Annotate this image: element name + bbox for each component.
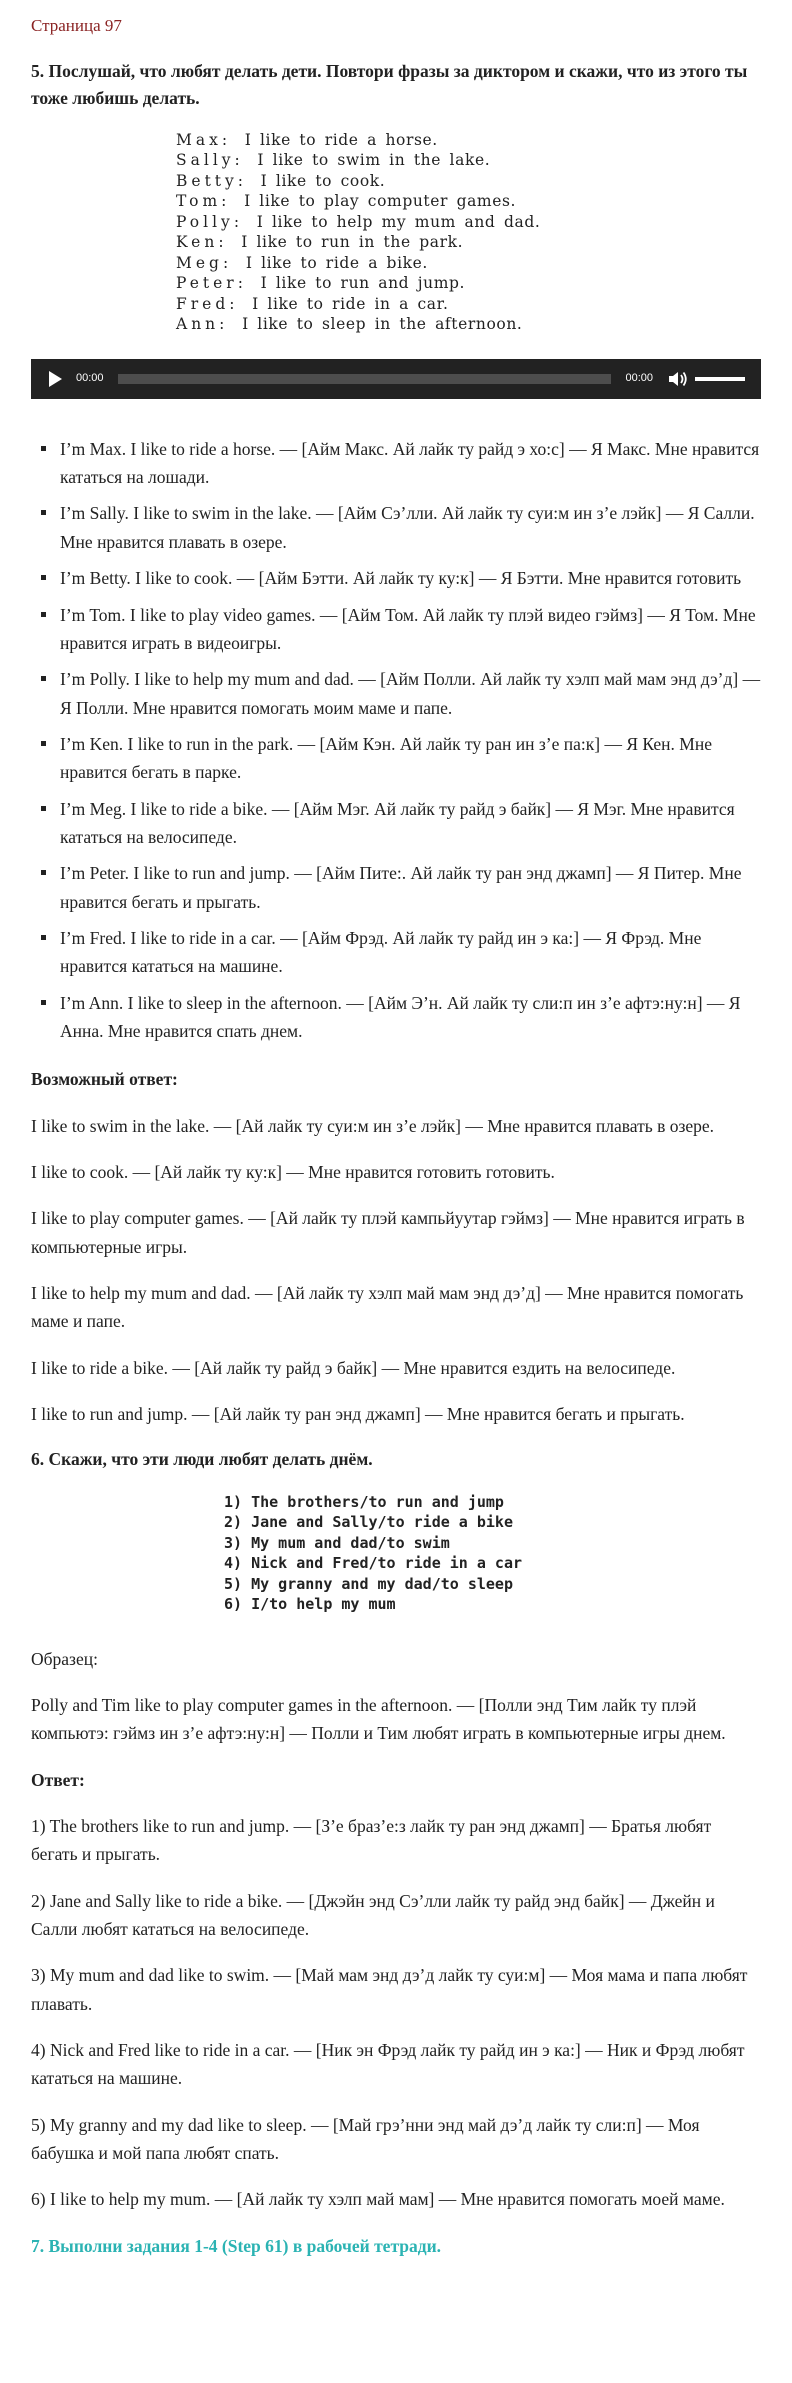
list-item: I’m Tom. I like to play video games. — [Айм Том. Ай лайк ту плэй видео гэймз] — Я Том. Мне нравится играть в видеоигры. — [60, 601, 761, 658]
volume-icon[interactable] — [667, 370, 689, 388]
speaker-phrase: I like to help my mum and dad. — [256, 212, 541, 231]
speaker-phrase: I like to sleep in the afternoon. — [242, 315, 523, 334]
list-item: I’m Peter. I like to run and jump. — [Айм Пите:. Ай лайк ту ран энд джамп] — Я Питер. Мне нравится бегать и прыгать. — [60, 859, 761, 916]
task-line: Ann: I like to sleep in the afternoon. — [176, 315, 523, 334]
translations-list — [31, 435, 761, 1046]
list-item: I’m Ann. I like to sleep in the afternoon. — [Айм Э’н. Ай лайк ту сли:п ин з’е афтэ:ну:н] — Я Анна. Мне нравится спать днем. — [60, 989, 761, 1046]
volume-slider[interactable] — [695, 377, 745, 381]
exercise-5-task-image — [176, 130, 761, 335]
answer-paragraph: I like to play computer games. — [Ай лайк ту плэй кампьйуутар гэймз] — Мне нравится играть в компьютерные игры. — [31, 1208, 745, 1257]
task-line: Tom: I like to play computer games. — [176, 192, 517, 211]
speaker-phrase: I like to ride a horse. — [244, 130, 438, 149]
spacer — [31, 1615, 761, 1645]
list-item: I’m Betty. I like to cook. — [Айм Бэтти. Ай лайк ту ку:к] — Я Бэтти. Мне нравится готовить — [60, 564, 761, 592]
possible-answer-heading: Возможный ответ: — [31, 1069, 178, 1090]
exercise-5-heading: 5. Послушай, что любят делать дети. Повтори фразы за диктором и скажи, что из этого ты тоже любишь делать. — [31, 60, 748, 108]
task-line: 6) I/to help my mum — [224, 1595, 396, 1614]
answer-paragraph: 3) My mum and dad like to swim. — [Май мам энд дэ’д лайк ту суи:м] — Моя мама и папа любят плавать. — [31, 1965, 748, 2014]
current-time: 00:00 — [76, 371, 104, 384]
answer-heading: Ответ: — [31, 1769, 85, 1790]
task-line: Ken: I like to run in the park. — [176, 233, 464, 252]
answer-paragraph: I like to ride a bike. — [Ай лайк ту райд э байк] — Мне нравится ездить на велосипеде. — [31, 1357, 676, 1378]
answer-paragraph: 1) The brothers like to run and jump. — [З’е браз’е:з лайк ту ран энд джамп] — Братья любят бегать и прыгать. — [31, 1815, 712, 1865]
task-line: Meg: I like to ride a bike. — [176, 253, 428, 272]
list-item: I’m Meg. I like to ride a bike. — [Айм Мэг. Ай лайк ту райд э байк] — Я Мэг. Мне нравится кататься на велосипеде. — [60, 795, 761, 852]
speaker-phrase: I like to play computer games. — [244, 192, 517, 211]
speaker-name: Ann — [176, 315, 220, 334]
speaker-name: Polly — [176, 212, 234, 231]
answer-paragraph: I like to cook. — [Ай лайк ту ку:к] — Мне нравится готовить готовить. — [31, 1162, 555, 1182]
speaker-phrase: I like to run and jump. — [260, 274, 466, 293]
speaker-name: Max — [176, 130, 222, 149]
task-line: Sally: I like to swim in the lake. — [176, 151, 491, 170]
list-item: I’m Polly. I like to help my mum and dad. — [Айм Полли. Ай лайк ту хэлп май мам энд дэ’д] — Я Полли. Мне нравится помогать моим маме и папе. — [60, 665, 761, 722]
task-line: 2) Jane and Sally/to ride a bike — [224, 1513, 513, 1532]
answer-paragraph: I like to help my mum and dad. — [Ай лайк ту хэлп май мам энд дэ’д] — Мне нравится помогать маме и папе. — [31, 1283, 744, 1332]
answer-paragraph: 2) Jane and Sally like to ride a bike. — [Джэйн энд Сэ’лли лайк ту райд энд байк] — Джейн и Салли любят кататься на велосипеде. — [31, 1890, 715, 1939]
answer-paragraph: 4) Nick and Fred like to ride in a car. — [Ник эн Фрэд лайк ту райд ин э ка:] — Ник и Фрэд любят кататься на машине. — [31, 2039, 745, 2089]
sample-label: Образец: — [31, 1648, 98, 1669]
list-item: I’m Fred. I like to ride in a car. — [Айм Фрэд. Ай лайк ту райд ин э ка:] — Я Фрэд. Мне нравится кататься на машине. — [60, 924, 761, 981]
speaker-name: Betty — [176, 171, 238, 190]
list-item: I’m Sally. I like to swim in the lake. — [Айм Сэ’лли. Ай лайк ту суи:м ин з’е лэйк] — Я Салли. Мне нравится плавать в озере. — [60, 499, 761, 556]
exercise-6-task-image — [224, 1492, 761, 1615]
answer-paragraph: I like to swim in the lake. — [Ай лайк ту суи:м ин з’е лэйк] — Мне нравится плавать в озере. — [31, 1115, 715, 1136]
audio-player — [31, 359, 761, 399]
task-line: 5) My granny and my dad/to sleep — [224, 1574, 513, 1593]
speaker-phrase: I like to swim in the lake. — [257, 151, 491, 170]
list-item: I’m Ken. I like to run in the park. — [Айм Кэн. Ай лайк ту ран ин з’е па:к] — Я Кен. Мне нравится бегать в парке. — [60, 730, 761, 787]
answer-paragraph: 6) I like to help my mum. — [Ай лайк ту хэлп май мам] — Мне нравится помогать моей маме. — [31, 2189, 725, 2210]
list-item: I’m Max. I like to ride a horse. — [Айм Макс. Ай лайк ту райд э хо:с] — Я Макс. Мне нравится кататься на лошади. — [60, 435, 761, 492]
speaker-name: Fred — [176, 294, 230, 313]
task-line: Peter: I like to run and jump. — [176, 274, 466, 293]
speaker-name: Peter — [176, 274, 238, 293]
duration: 00:00 — [625, 371, 653, 384]
speaker-phrase: I like to cook. — [260, 171, 386, 190]
exercise-7-link[interactable]: 7. Выполни задания 1-4 (Step 61) в рабочей тетради. — [31, 2235, 442, 2256]
answer-paragraph: 5) My granny and my dad like to sleep. — [Май грэ’нни энд май дэ’д лайк ту сли:п] — Моя бабушка и мой папа любят спать. — [31, 2114, 700, 2163]
audio-progress-bar[interactable] — [118, 374, 612, 384]
task-line: Betty: I like to cook. — [176, 171, 386, 190]
speaker-phrase: I like to ride in a car. — [252, 294, 449, 313]
task-line: Polly: I like to help my mum and dad. — [176, 212, 541, 231]
task-line: 4) Nick and Fred/to ride in a car — [224, 1554, 523, 1573]
speaker-name: Meg — [176, 253, 223, 272]
task-line: 3) My mum and dad/to swim — [224, 1533, 450, 1552]
answer-paragraph: I like to run and jump. — [Ай лайк ту ран энд джамп] — Мне нравится бегать и прыгать. — [31, 1404, 685, 1425]
exercise-6-heading: 6. Скажи, что эти люди любят делать днём. — [31, 1449, 373, 1470]
speaker-phrase: I like to ride a bike. — [245, 253, 428, 272]
task-line: 1) The brothers/to run and jump — [224, 1492, 504, 1511]
task-line: Fred: I like to ride in a car. — [176, 294, 449, 313]
task-line: Max: I like to ride a horse. — [176, 130, 438, 149]
speaker-name: Ken — [176, 233, 219, 252]
play-icon[interactable] — [49, 371, 62, 387]
speaker-name: Sally — [176, 151, 235, 170]
speaker-name: Tom — [176, 192, 222, 211]
speaker-phrase: I like to run in the park. — [241, 233, 464, 252]
page-label: Страница 97 — [31, 16, 122, 35]
sample-text: Polly and Tim like to play computer games in the afternoon. — [Полли энд Тим лайк ту плэй компьютэ: гэймз ин з’е афтэ:ну:н] — Полли и Тим любят играть в компьютерные игры днем. — [31, 1694, 726, 1744]
